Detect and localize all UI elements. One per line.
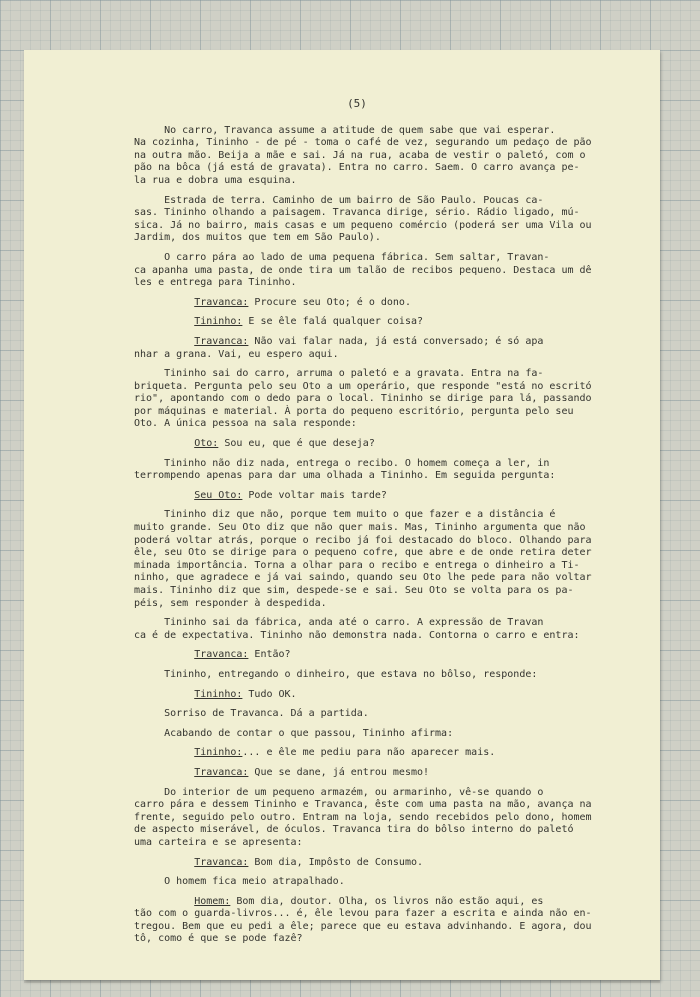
text-line	[134, 787, 620, 800]
text-line	[134, 857, 620, 870]
action-paragraph	[134, 458, 620, 483]
text-line	[134, 220, 620, 233]
line-text: poderá voltar atrás, porque o recibo já foi destacado do bloco. Olhando para	[134, 534, 592, 546]
speaker-name: Oto:	[194, 438, 219, 450]
line-text: Procure seu Oto; é o dono.	[248, 296, 411, 308]
text-line	[134, 125, 620, 138]
line-text: Na cozinha, Tininho - de pé - toma o café de vez, segurando um pedaço de pão	[134, 137, 592, 149]
page-number: (5)	[347, 97, 367, 110]
text-line	[134, 560, 620, 573]
text-line	[134, 728, 620, 741]
text-line	[134, 509, 620, 522]
text-line	[134, 572, 620, 585]
text-line	[134, 393, 620, 406]
text-line	[134, 812, 620, 825]
text-line	[134, 438, 620, 451]
line-text: carro pára e dessem Tininho e Travanca, êste com uma pasta na mão, avança na	[134, 799, 592, 811]
line-text: tregou. Bem que eu pedi a êle; parece que eu estava advinhando. E agora, dou	[134, 920, 592, 932]
typewritten-page	[24, 50, 660, 980]
line-text: Sorriso de Travanca. Dá a partida.	[134, 708, 369, 720]
speaker-name: Homem:	[194, 895, 231, 907]
line-text: la rua e dobra uma esquina.	[134, 174, 297, 186]
line-text: O carro pára ao lado de uma pequena fábrica. Sem saltar, Travan-	[134, 251, 550, 263]
line-text: No carro, Travanca assume a atitude de quem sabe que vai esperar.	[134, 124, 556, 136]
line-text: E se êle falá qualquer coisa?	[242, 316, 424, 328]
text-line	[134, 896, 620, 909]
speaker-name: Travanca:	[194, 296, 249, 308]
text-line	[134, 908, 620, 921]
line-text: ninho, que agradece e já vai saindo, quando seu Oto lhe pede para não voltar	[134, 572, 592, 584]
text-line	[134, 598, 620, 611]
line-text: ca é de expectativa. Tininho não demonstra nada. Contorna o carro e entra:	[134, 629, 580, 641]
action-paragraph	[134, 669, 620, 682]
text-line	[134, 406, 620, 419]
line-text: Tininho, entregando o dinheiro, que estava no bôlso, responde:	[134, 668, 538, 680]
line-text: Tininho sai do carro, arruma o paletó e a gravata. Entra na fa-	[134, 368, 544, 380]
text-line	[134, 630, 620, 643]
text-line	[134, 336, 620, 349]
line-text: frente, seguido pelo outro. Entram na loja, sendo recebidos pelo dono, homem	[134, 811, 592, 823]
text-line	[134, 799, 620, 812]
line-text: sas. Tininho olhando a paisagem. Travanca dirige, sério. Rádio ligado, mú-	[134, 207, 580, 219]
text-line	[134, 490, 620, 503]
text-line	[134, 137, 620, 150]
text-line	[134, 381, 620, 394]
text-line	[134, 617, 620, 630]
action-paragraph	[134, 876, 620, 889]
dialogue-paragraph	[134, 689, 620, 702]
text-line	[134, 876, 620, 889]
line-text: ca apanha uma pasta, de onde tira um talão de recibos pequeno. Destaca um dê	[134, 264, 592, 276]
line-text: Estrada de terra. Caminho de um bairro de São Paulo. Poucas ca-	[134, 194, 544, 206]
line-text: terrompendo apenas para dar uma olhada a Tininho. Em seguida pergunta:	[134, 470, 556, 482]
text-line	[134, 277, 620, 290]
line-text: Do interior de um pequeno armazém, ou armarinho, vê-se quando o	[134, 786, 544, 798]
action-paragraph	[134, 509, 620, 610]
paper-shadow	[24, 980, 660, 983]
speaker-name: Tininho:	[194, 747, 243, 759]
text-line	[134, 265, 620, 278]
line-text: mais. Tininho diz que sim, despede-se e sai. Seu Oto se volta para os pa-	[134, 585, 574, 596]
line-text: Oto. A única pessoa na sala responde:	[134, 418, 357, 430]
line-text: de aspecto miserável, de óculos. Travanca tira do bôlso interno do paletó	[134, 824, 574, 836]
line-text: uma carteira e se apresenta:	[134, 836, 303, 848]
line-text: por máquinas e material. À porta do pequeno escritório, pergunta pelo seu	[134, 405, 574, 417]
text-line	[134, 824, 620, 837]
action-paragraph	[134, 368, 620, 431]
line-text: Tininho sai da fábrica, anda até o carro. A expressão de Travan	[134, 617, 544, 629]
speaker-name: Tininho:	[194, 316, 243, 328]
line-text: muito grande. Seu Oto diz que não quer mais. Mas, Tininho argumenta que não	[134, 522, 586, 534]
dialogue-paragraph	[134, 490, 620, 503]
text-line	[134, 368, 620, 381]
line-text: nhar a grana. Vai, eu espero aqui.	[134, 348, 339, 360]
action-paragraph	[134, 787, 620, 850]
line-text: Então?	[248, 649, 291, 661]
action-paragraph	[134, 252, 620, 290]
text-line	[134, 316, 620, 329]
text-line	[134, 470, 620, 483]
speaker-name: Travanca:	[194, 335, 249, 347]
speaker-name: Tininho:	[194, 688, 243, 700]
dialogue-paragraph	[134, 747, 620, 760]
line-text: Bom dia, doutor. Olha, os livros não estão aqui, es	[230, 895, 544, 907]
speaker-name: Travanca:	[194, 766, 249, 778]
dialogue-paragraph	[134, 438, 620, 451]
line-text: na outra mão. Beija a mãe e sai. Já na rua, acaba de vestir o paletó, com o	[134, 149, 586, 161]
action-paragraph	[134, 195, 620, 245]
line-text: Pode voltar mais tarde?	[242, 489, 387, 501]
speaker-name: Travanca:	[194, 649, 249, 661]
text-line	[134, 689, 620, 702]
text-line	[134, 162, 620, 175]
action-paragraph	[134, 708, 620, 721]
line-text: Não vai falar nada, já está conversado; é só apa	[248, 335, 544, 347]
text-line	[134, 547, 620, 560]
action-paragraph	[134, 728, 620, 741]
text-line	[134, 349, 620, 362]
text-line	[134, 649, 620, 662]
action-paragraph	[134, 125, 620, 188]
text-line	[134, 150, 620, 163]
speaker-name: Travanca:	[194, 856, 249, 868]
text-line	[134, 252, 620, 265]
line-text: péis, sem responder à despedida.	[134, 597, 327, 609]
text-line	[134, 585, 620, 598]
line-text: Jardim, dos muitos que tem em São Paulo).	[134, 232, 381, 244]
text-line	[134, 297, 620, 310]
line-text: sica. Já no bairro, mais casas e um pequeno comércio (poderá ser uma Vila ou	[134, 219, 592, 231]
text-line	[134, 708, 620, 721]
text-line	[134, 232, 620, 245]
line-text: O homem fica meio atrapalhado.	[134, 876, 345, 888]
text-line	[134, 522, 620, 535]
line-text: Que se dane, já entrou mesmo!	[248, 766, 430, 778]
line-text: pão na bôca (já está de gravata). Entra no carro. Saem. O carro avança pe-	[134, 162, 580, 174]
text-line	[134, 747, 620, 760]
speaker-name: Seu Oto:	[194, 489, 243, 501]
text-line	[134, 837, 620, 850]
text-line	[134, 195, 620, 208]
dialogue-paragraph	[134, 767, 620, 780]
line-text: Tudo OK.	[242, 688, 297, 700]
text-line	[134, 921, 620, 934]
line-text: tô, como é que se pode fazê?	[134, 933, 303, 945]
text-line	[134, 207, 620, 220]
line-text: Bom dia, Impôsto de Consumo.	[248, 856, 424, 868]
script-body	[134, 125, 620, 946]
dialogue-paragraph	[134, 857, 620, 870]
line-text: Tininho diz que não, porque tem muito o que fazer e a distância é	[134, 509, 556, 521]
text-line	[134, 933, 620, 946]
dialogue-paragraph	[134, 336, 620, 361]
dialogue-paragraph	[134, 297, 620, 310]
line-text: Acabando de contar o que passou, Tininho afirma:	[134, 727, 454, 739]
line-text: minada importância. Torna a olhar para o recibo e entrega o dinheiro a Ti-	[134, 559, 580, 571]
dialogue-paragraph	[134, 316, 620, 329]
line-text: Tininho não diz nada, entrega o recibo. O homem começa a ler, in	[134, 457, 550, 469]
line-text: briqueta. Pergunta pelo seu Oto a um operário, que responde "está no escritó	[134, 380, 592, 392]
text-line	[134, 669, 620, 682]
line-text: Sou eu, que é que deseja?	[218, 438, 375, 450]
line-text: les e entrega para Tininho.	[134, 277, 297, 289]
dialogue-paragraph	[134, 649, 620, 662]
text-line	[134, 458, 620, 471]
line-text: tão com o guarda-livros... é, êle levou para fazer a escrita e ainda não en-	[134, 908, 592, 920]
line-text: êle, seu Oto se dirige para o pequeno cofre, que abre e de onde retira deter	[134, 547, 592, 559]
dialogue-paragraph	[134, 896, 620, 946]
line-text: ... e êle me pediu para não aparecer mais.	[242, 747, 496, 759]
text-line	[134, 535, 620, 548]
text-line	[134, 418, 620, 431]
line-text: rio", apontando com o dedo para o local. Tininho se dirige para lá, passando	[134, 393, 592, 405]
text-line	[134, 767, 620, 780]
action-paragraph	[134, 617, 620, 642]
text-line	[134, 175, 620, 188]
